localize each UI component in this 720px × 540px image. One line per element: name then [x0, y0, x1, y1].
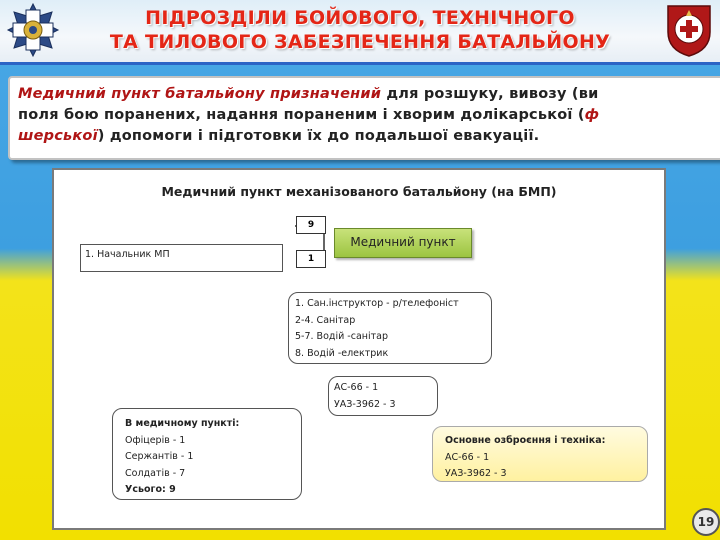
personnel-heading: В медичному пункті: [125, 418, 240, 429]
staff-item: 8. Водій -електрик [295, 347, 389, 359]
equipment-heading: Основне озброєння і техніка: [445, 435, 606, 446]
count-bottom-box [296, 250, 326, 268]
title-line-1: ПІДРОЗДІЛИ БОЙОВОГО, ТЕХНІЧНОГО [145, 7, 575, 29]
equipment-box [432, 426, 648, 482]
vehicle-item: УАЗ-3962 - 3 [334, 398, 396, 410]
personnel-item: Солдатів - 7 [125, 467, 186, 479]
intro-line2-italic: ф [584, 107, 600, 123]
staff-item: 2-4. Санітар [295, 314, 356, 326]
count-top-box [296, 216, 326, 234]
diagram-title: Медичний пункт механізованого батальйону (на БМП) [161, 184, 557, 199]
staff-item: 5-7. Водій -санітар [295, 331, 388, 342]
equipment-item: АС-66 - 1 [445, 451, 490, 463]
org-diagram [52, 168, 666, 530]
header-bar [0, 0, 720, 65]
intro-text-box [8, 76, 720, 160]
count-top-value: 9 [307, 220, 315, 230]
medical-unit-box [334, 228, 472, 258]
chief-label: 1. Начальник МП [85, 249, 170, 260]
medical-unit-label: Медичний пункт [350, 235, 456, 249]
intro-paragraph [18, 84, 720, 147]
count-bottom-value: 1 [307, 254, 315, 264]
chief-box [80, 244, 283, 272]
staff-item: 1. Сан.інструктор - р/телефоніст [295, 298, 459, 309]
intro-line1-rest: для розшуку, вивозу (ви [381, 86, 599, 102]
title-line-2: ТА ТИЛОВОГО ЗАБЕЗПЕЧЕННЯ БАТАЛЬЙОНУ [109, 31, 611, 53]
vehicles-box [328, 376, 438, 416]
intro-highlight: Медичний пункт батальйону призначений [18, 86, 382, 102]
personnel-box [112, 408, 302, 500]
page-title [70, 6, 650, 54]
equipment-item: УАЗ-3962 - 3 [445, 468, 507, 479]
staff-box [288, 292, 492, 364]
personnel-item: Офіцерів - 1 [125, 434, 186, 446]
personnel-item: Сержантів - 1 [125, 451, 194, 462]
intro-line3-italic: шерської [18, 128, 98, 144]
intro-line2: поля бою поранених, надання пораненим і хворим долікарської ( [18, 107, 585, 123]
intro-line3-rest: ) допомоги і підготовки їх до подальшої евакуації. [97, 128, 540, 144]
page-number: 19 [692, 508, 720, 536]
personnel-total: Усього: 9 [125, 484, 176, 495]
military-cross-emblem-icon [6, 2, 60, 58]
vehicle-item: АС-66 - 1 [334, 382, 379, 393]
medical-service-emblem-icon [664, 2, 714, 58]
